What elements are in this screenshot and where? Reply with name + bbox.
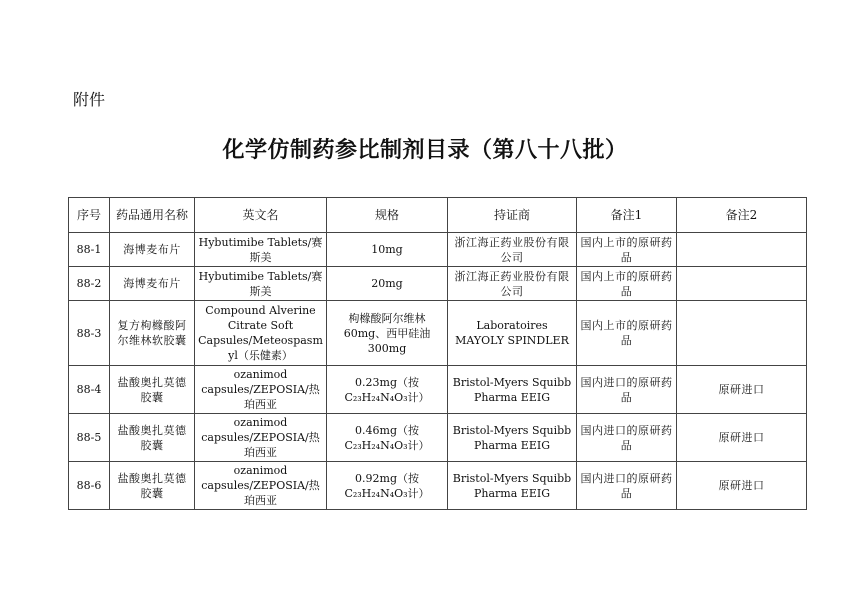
row-note2 [677,301,807,366]
row-english-name: Hybutimibe Tablets/赛斯美 [195,233,327,267]
column-header-no: 序号 [69,198,110,233]
row-spec: 0.46mg（按C₂₃H₂₄N₄O₃计） [327,414,448,462]
reference-drug-table [68,197,807,510]
row-generic-name: 盐酸奥扎莫德胶囊 [110,462,195,510]
row-generic-name: 盐酸奥扎莫德胶囊 [110,414,195,462]
row-no: 88-2 [69,267,110,301]
row-english-name: ozanimod capsules/ZEPOSIA/热珀西亚 [195,366,327,414]
column-header-spec: 规格 [327,198,448,233]
row-english-name: ozanimod capsules/ZEPOSIA/热珀西亚 [195,414,327,462]
row-holder: Bristol-Myers Squibb Pharma EEIG [448,414,577,462]
row-english-name: Hybutimibe Tablets/赛斯美 [195,267,327,301]
column-header-english-name: 英文名 [195,198,327,233]
row-spec: 20mg [327,267,448,301]
row-english-name: Compound Alverine Citrate Soft Capsules/Meteospasmyl（乐健素） [195,301,327,366]
row-note1: 国内上市的原研药品 [577,233,677,267]
table-row [69,462,807,510]
row-no: 88-1 [69,233,110,267]
row-note1: 国内上市的原研药品 [577,267,677,301]
row-note2 [677,267,807,301]
page-title: 化学仿制药参比制剂目录（第八十八批） [222,138,628,163]
row-holder: 浙江海正药业股份有限公司 [448,233,577,267]
row-spec: 10mg [327,233,448,267]
table-row [69,414,807,462]
row-note1: 国内进口的原研药品 [577,366,677,414]
table-row [69,267,807,301]
row-holder: 浙江海正药业股份有限公司 [448,267,577,301]
row-generic-name: 复方枸橼酸阿尔维林软胶囊 [110,301,195,366]
row-spec: 0.23mg（按C₂₃H₂₄N₄O₃计） [327,366,448,414]
row-no: 88-3 [69,301,110,366]
row-generic-name: 盐酸奥扎莫德胶囊 [110,366,195,414]
row-note2: 原研进口 [677,414,807,462]
row-generic-name: 海博麦布片 [110,233,195,267]
column-header-note1: 备注1 [577,198,677,233]
row-english-name: ozanimod capsules/ZEPOSIA/热珀西亚 [195,462,327,510]
table-row [69,301,807,366]
row-note1: 国内上市的原研药品 [577,301,677,366]
row-holder: Bristol-Myers Squibb Pharma EEIG [448,366,577,414]
row-no: 88-6 [69,462,110,510]
table-row [69,366,807,414]
row-note2: 原研进口 [677,462,807,510]
attachment-label: 附件 [73,90,106,109]
row-holder: Bristol-Myers Squibb Pharma EEIG [448,462,577,510]
row-no: 88-4 [69,366,110,414]
column-header-holder: 持证商 [448,198,577,233]
table-header-row [69,198,807,233]
row-note2 [677,233,807,267]
column-header-generic-name: 药品通用名称 [110,198,195,233]
row-note2: 原研进口 [677,366,807,414]
row-generic-name: 海博麦布片 [110,267,195,301]
row-no: 88-5 [69,414,110,462]
table-row [69,233,807,267]
row-note1: 国内进口的原研药品 [577,462,677,510]
row-spec: 枸橼酸阿尔维林60mg、西甲硅油300mg [327,301,448,366]
row-spec: 0.92mg（按C₂₃H₂₄N₄O₃计） [327,462,448,510]
row-holder: Laboratoires MAYOLY SPINDLER [448,301,577,366]
row-note1: 国内进口的原研药品 [577,414,677,462]
column-header-note2: 备注2 [677,198,807,233]
